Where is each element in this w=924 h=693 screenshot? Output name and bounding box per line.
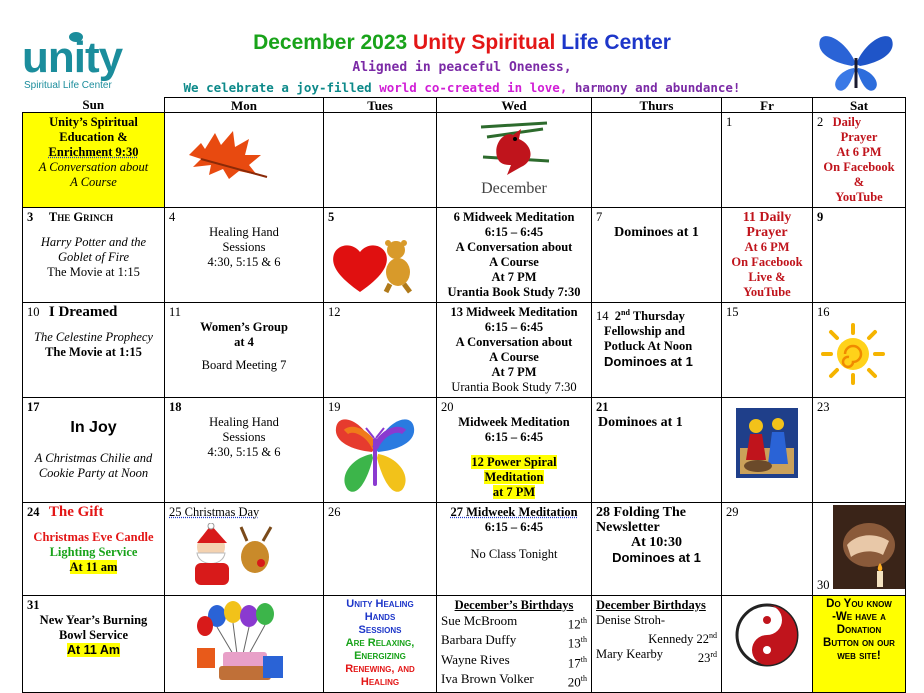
cardinal-bird-icon bbox=[477, 117, 553, 179]
day-cell-26: 26 bbox=[324, 503, 437, 596]
birthday-row: Iva Brown Volker 20th bbox=[441, 670, 587, 690]
week-row bbox=[23, 503, 906, 596]
birthday-cake-balloons-icon bbox=[193, 600, 289, 682]
heart-teddy-bear-icon bbox=[330, 238, 422, 294]
day-cell-6: 6 Midweek Meditation 6:15 – 6:45 A Conversation about A Course At 7 PM Urantia Book Study 7:30 bbox=[437, 208, 592, 303]
weekday-sat: Sat bbox=[813, 98, 906, 113]
calendar-grid bbox=[22, 97, 906, 693]
day-cell-empty bbox=[165, 113, 324, 208]
weekday-tue: Tues bbox=[324, 98, 437, 113]
holy-family-icon bbox=[736, 408, 798, 478]
page-title: December 2023 Unity Spiritual Life Center bbox=[253, 31, 671, 54]
santa-reindeer-icon bbox=[179, 523, 279, 587]
weekday-thu: Thurs bbox=[592, 98, 722, 113]
day-cell-education: Unity’s Spiritual Education & Enrichment 9:30 A Conversation about A Course bbox=[23, 113, 165, 208]
sun-icon bbox=[821, 323, 885, 385]
day-cell-21: 21 Dominoes at 1 bbox=[592, 398, 722, 503]
rainbow-butterfly-icon bbox=[332, 408, 418, 498]
day-cell-18: 18 Healing Hand Sessions 4:30, 5:15 & 6 bbox=[165, 398, 324, 503]
weekday-header-row bbox=[23, 98, 906, 113]
day-cell-empty bbox=[592, 113, 722, 208]
week-row bbox=[23, 596, 906, 693]
day-cell-17: 17 In Joy A Christmas Chilie and Cookie Party at Noon bbox=[23, 398, 165, 503]
week-row bbox=[23, 113, 906, 208]
day-cell-23: 23 bbox=[813, 398, 906, 503]
yin-yang-icon bbox=[734, 602, 800, 668]
day-cell-empty bbox=[324, 113, 437, 208]
day-cell-3: 3 The Grinch Harry Potter and the Goblet of Fire The Movie at 1:15 bbox=[23, 208, 165, 303]
day-cell-31: 31 New Year’s Burning Bowl Service At 11 Am bbox=[23, 596, 165, 693]
day-cell-healing-hands: Unity Healing Hands Sessions Are Relaxing, Energizing Renewing, and Healing bbox=[324, 596, 437, 693]
day-cell-8: 11 Daily Prayer At 6 PM On Facebook Live & YouTube bbox=[722, 208, 813, 303]
day-cell-30: 30 bbox=[813, 503, 906, 596]
day-cell-12: 12 bbox=[324, 303, 437, 398]
day-cell-9: 9 bbox=[813, 208, 906, 303]
autumn-leaf-icon bbox=[179, 125, 275, 183]
day-cell-22 bbox=[722, 398, 813, 503]
day-cell-15: 15 bbox=[722, 303, 813, 398]
day-cell-16: 16 bbox=[813, 303, 906, 398]
birthday-row: Sue McBroom 12th bbox=[441, 613, 587, 632]
birthday-row: Barbara Duffy 13th bbox=[441, 632, 587, 651]
day-cell-19: 19 bbox=[324, 398, 437, 503]
day-cell-14: 14 2nd Thursday Fellowship and Potluck At Noon Dominoes at 1 bbox=[592, 303, 722, 398]
day-cell-29: 29 bbox=[722, 503, 813, 596]
day-cell-2: 2 Daily Prayer At 6 PM On Facebook & YouTube bbox=[813, 113, 906, 208]
day-cell-cardinal bbox=[437, 113, 592, 208]
day-cell-7: 7 Dominoes at 1 bbox=[592, 208, 722, 303]
day-cell-empty bbox=[165, 596, 324, 693]
day-cell-5: 5 bbox=[324, 208, 437, 303]
day-cell-20: 20 Midweek Meditation 6:15 – 6:45 12 Power Spiral Meditation at 7 PM bbox=[437, 398, 592, 503]
weekday-mon: Mon bbox=[165, 98, 324, 113]
day-cell-1: 1 bbox=[722, 113, 813, 208]
weekday-sun: Sun bbox=[23, 98, 165, 113]
day-cell-10: 10 I Dreamed The Celestine Prophecy The Movie at 1:15 bbox=[23, 303, 165, 398]
donation-notice: Do You know -We have a Donation Button on our web site! bbox=[813, 596, 906, 693]
week-row bbox=[23, 303, 906, 398]
day-cell-11: 11 Women’s Group at 4 Board Meeting 7 bbox=[165, 303, 324, 398]
subtitle: Aligned in peaceful Oneness, bbox=[352, 60, 572, 75]
day-cell-28: 28 Folding The Newsletter At 10:30 Dominoes at 1 bbox=[592, 503, 722, 596]
blue-butterfly-icon bbox=[816, 30, 896, 94]
weekday-fri: Fr bbox=[722, 98, 813, 113]
logo-subtitle: Spiritual Life Center bbox=[24, 80, 112, 91]
day-cell-24: 24 The Gift Christmas Eve Candle Lighting Service At 11 am bbox=[23, 503, 165, 596]
calendar-header bbox=[0, 0, 924, 97]
week-row bbox=[23, 398, 906, 503]
day-cell-empty bbox=[722, 596, 813, 693]
day-cell-13: 13 Midweek Meditation 6:15 – 6:45 A Conversation about A Course At 7 PM Urantia Book Study 7:30 bbox=[437, 303, 592, 398]
day-cell-25: 25 Christmas Day bbox=[165, 503, 324, 596]
logo-word: unity bbox=[22, 33, 123, 82]
december-caption: December bbox=[481, 180, 547, 197]
day-cell-4: 4 Healing Hand Sessions 4:30, 5:15 & 6 bbox=[165, 208, 324, 303]
weekday-wed: Wed bbox=[437, 98, 592, 113]
birthday-row: Wayne Rives 17th bbox=[441, 651, 587, 670]
week-row bbox=[23, 208, 906, 303]
tagline: We celebrate a joy-filled world co-created in love, harmony and abundance! bbox=[183, 80, 741, 95]
candle-lighting-icon bbox=[833, 505, 905, 589]
day-cell-birthdays: December’s Birthdays Sue McBroom 12th Barbara Duffy 13th Wayne Rives 17th Iva Brown Volker 20th bbox=[437, 596, 592, 693]
day-cell-27: 27 Midweek Meditation 6:15 – 6:45 No Class Tonight bbox=[437, 503, 592, 596]
day-cell-birthdays-2: December Birthdays Denise Stroh- Kennedy 22nd Mary Kearby 23rd bbox=[592, 596, 722, 693]
